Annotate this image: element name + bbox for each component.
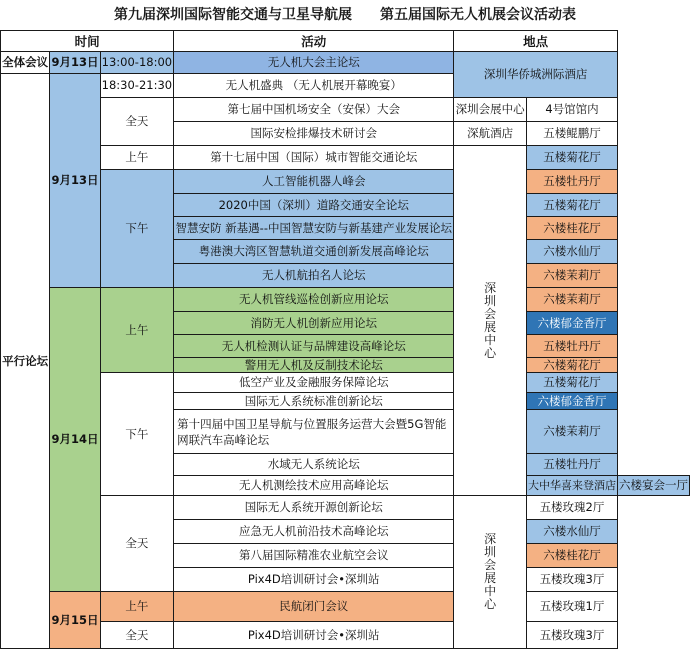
table-row [1, 170, 690, 194]
room-cell: 五楼鲲鹏厅 [526, 122, 617, 146]
header-time: 时间 [1, 31, 174, 52]
activity-cell: 无人机检测认证与品牌建设高峰论坛 [174, 335, 454, 358]
activity-cell: 第七届中国机场安全（安保）大会 [174, 98, 454, 122]
activity-cell: 无人机大会主论坛 [174, 52, 454, 74]
header-row [1, 31, 690, 52]
room-cell: 六楼宴会一厅 [618, 476, 690, 496]
time-cell: 18:30-21:30 [100, 74, 174, 98]
activity-cell: 国际无人系统标准创新论坛 [174, 393, 454, 410]
activity-cell: 无人机盛典 （无人机展开幕晚宴） [174, 74, 454, 98]
activity-cell: 国际安检排爆技术研讨会 [174, 122, 454, 146]
period-cell: 上午 [100, 146, 174, 170]
room-cell: 六楼茉莉厅 [526, 410, 617, 454]
room-cell: 五楼牡丹厅 [526, 170, 617, 194]
table-row [1, 98, 690, 122]
date-cell: 9月13日 [50, 74, 100, 288]
activity-cell: 第十七届中国（国际）城市智能交通论坛 [174, 146, 454, 170]
period-cell: 全天 [100, 98, 174, 146]
schedule-table [0, 30, 690, 649]
table-row [1, 146, 690, 170]
room-cell: 六楼桂花厅 [526, 217, 617, 240]
room-cell: 六楼水仙厅 [526, 520, 617, 544]
date-cell: 9月14日 [50, 288, 100, 592]
activity-cell: 人工智能机器人峰会 [174, 170, 454, 194]
activity-cell: 智慧安防 新基遇--中国智慧安防与新基建产业发展论坛 [174, 217, 454, 240]
period-cell: 全天 [100, 622, 174, 649]
header-location: 地点 [454, 31, 618, 52]
activity-cell: 应急无人机前沿技术高峰论坛 [174, 520, 454, 544]
header-activity: 活动 [174, 31, 454, 52]
venue-vertical-text: 深圳会展中心 [484, 280, 497, 360]
activity-cell: 警用无人机及反制技术论坛 [174, 358, 454, 373]
category-plenary: 全体会议 [1, 52, 50, 74]
time-cell: 13:00-18:00 [100, 52, 174, 74]
date-cell: 9月13日 [50, 52, 100, 74]
period-cell: 下午 [100, 170, 174, 288]
room-cell: 五楼牡丹厅 [526, 454, 617, 476]
activity-cell: 无人机管线巡检创新应用论坛 [174, 288, 454, 312]
table-row [1, 592, 690, 622]
activity-cell: 无人机航拍名人论坛 [174, 264, 454, 288]
room-cell: 五楼玫瑰3厅 [526, 568, 617, 592]
room-cell: 五楼玫瑰3厅 [526, 622, 617, 649]
activity-cell: 第八届国际精准农业航空会议 [174, 544, 454, 568]
period-cell: 上午 [100, 592, 174, 622]
room-cell: 六楼茉莉厅 [526, 288, 617, 312]
room-cell: 六楼菊花厅 [526, 358, 617, 373]
table-row [1, 288, 690, 312]
activity-cell: 无人机测绘技术应用高峰论坛 [174, 476, 454, 496]
table-row [1, 622, 690, 649]
room-cell: 六楼茉莉厅 [526, 264, 617, 288]
table-row [1, 373, 690, 393]
activity-cell: 低空产业及金融服务保障论坛 [174, 373, 454, 393]
category-parallel: 平行论坛 [1, 74, 50, 649]
venue-cell: 深航酒店 [454, 122, 527, 146]
venue-cell [454, 496, 527, 649]
activity-cell: 水域无人系统论坛 [174, 454, 454, 476]
venue-cell: 深圳会展中心 [454, 98, 527, 122]
room-cell: 六楼郁金香厅 [526, 393, 617, 410]
room-cell: 六楼郁金香厅 [526, 312, 617, 335]
table-row [1, 52, 690, 74]
room-cell: 五楼菊花厅 [526, 194, 617, 217]
room-cell: 五楼菊花厅 [526, 373, 617, 393]
room-cell: 五楼牡丹厅 [526, 335, 617, 358]
activity-cell: Pix4D培训研讨会•深圳站 [174, 622, 454, 649]
venue-cell: 大中华喜来登酒店 [526, 476, 617, 496]
activity-cell: 2020中国（深圳）道路交通安全论坛 [174, 194, 454, 217]
activity-cell: 粤港澳大湾区智慧轨道交通创新发展高峰论坛 [174, 240, 454, 264]
date-cell: 9月15日 [50, 592, 100, 649]
venue-cell [454, 146, 527, 496]
page-title: 第九届深圳国际智能交通与卫星导航展 第五届国际无人机展会议活动表 [114, 7, 576, 23]
period-cell: 上午 [100, 288, 174, 373]
venue-vertical-text: 深圳会展中心 [484, 532, 497, 611]
room-cell: 五楼玫瑰1厅 [526, 592, 617, 622]
activity-cell: 民航闭门会议 [174, 592, 454, 622]
table-row [1, 496, 690, 520]
room-cell: 六楼水仙厅 [526, 240, 617, 264]
activity-cell: 消防无人机创新应用论坛 [174, 312, 454, 335]
room-cell: 六楼桂花厅 [526, 544, 617, 568]
room-cell: 4号馆馆内 [526, 98, 617, 122]
room-cell: 五楼菊花厅 [526, 146, 617, 170]
venue-cell: 深圳华侨城洲际酒店 [454, 52, 618, 98]
room-cell: 五楼玫瑰2厅 [526, 496, 617, 520]
activity-cell: Pix4D培训研讨会•深圳站 [174, 568, 454, 592]
period-cell: 全天 [100, 496, 174, 592]
activity-cell: 第十四届中国卫星导航与位置服务运营大会暨5G智能网联汽车高峰论坛 [174, 410, 454, 454]
period-cell: 下午 [100, 373, 174, 496]
activity-cell: 国际无人系统开源创新论坛 [174, 496, 454, 520]
